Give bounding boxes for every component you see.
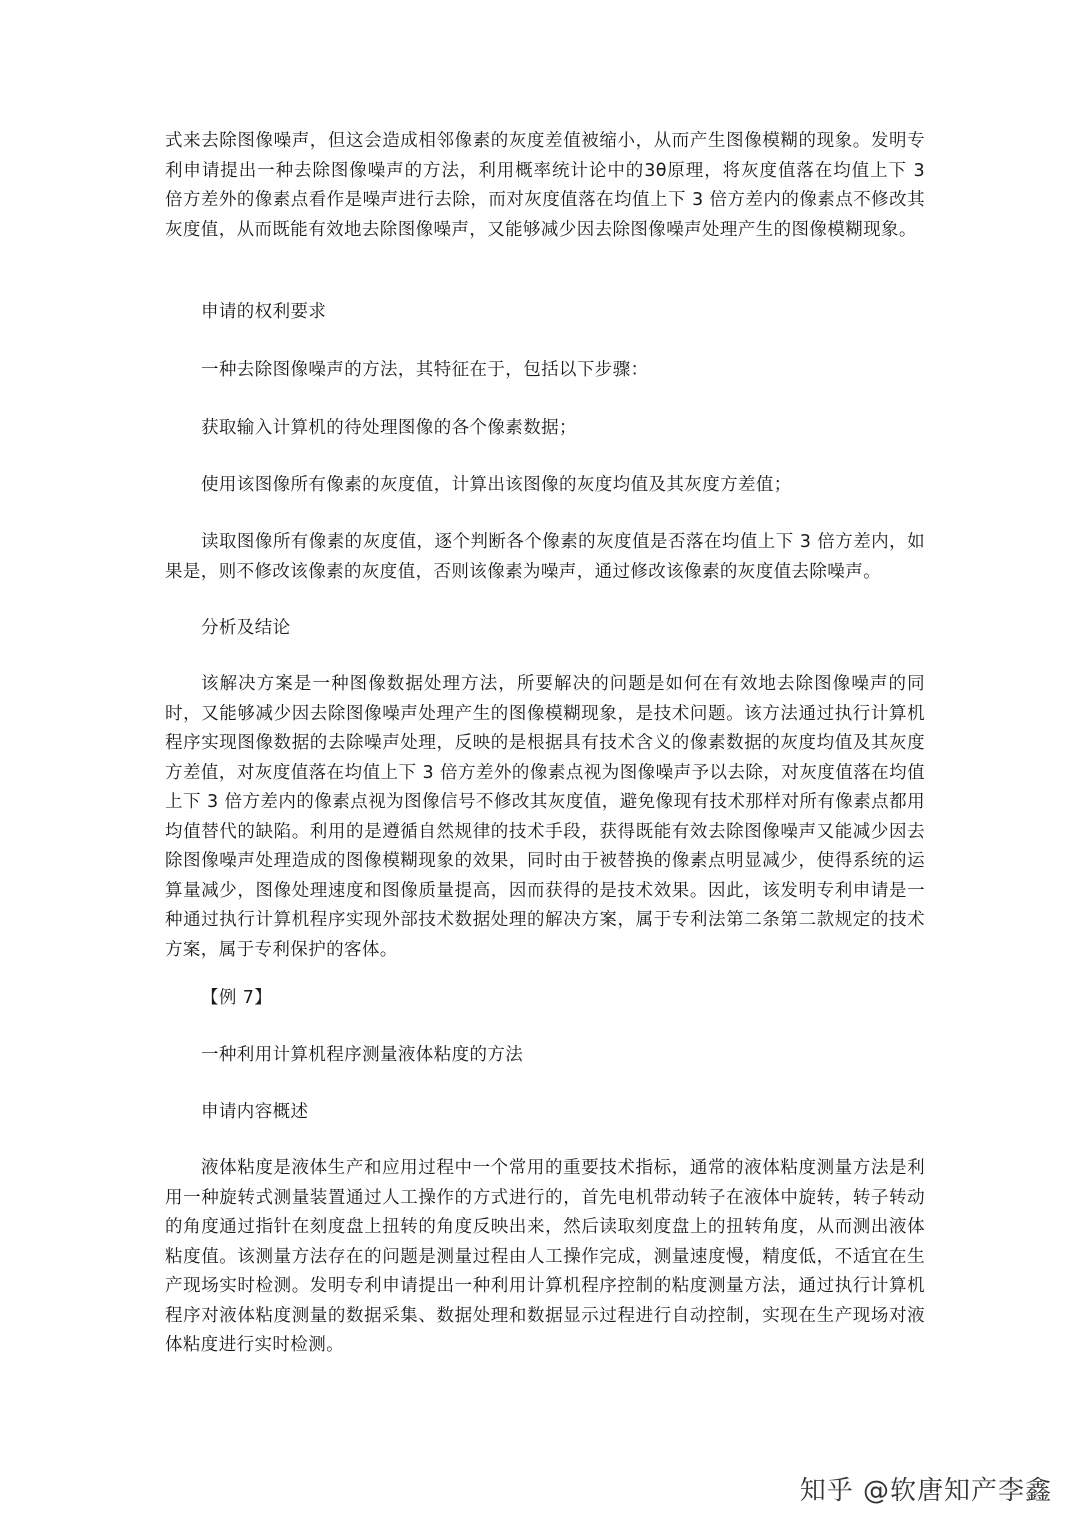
paragraph-analysis: 该解决方案是一种图像数据处理方法，所要解决的问题是如何在有效地去除图像噪声的同时，又能够减少因去除图像噪声处理产生的图像模糊现象，是技术问题。该方法通过执行计算机程序实现图像数据的去除噪声处理，反映的是根据具有技术含义的像素数据的灰度均值及其灰度方差值，对灰度值落在均值上下 3 倍方差外的像素点视为图像噪声予以去除，对灰度值落在均值上下 3 倍方差内的像素点视为图像信号不修改其灰度值，避免像现有技术那样对所有像素点都用均值替代的缺陷。利用的是遵循自然规律的技术手段，获得既能有效去除图像噪声又能减少因去除图像噪声处理造成的图像模糊现象的效果，同时由于被替换的像素点明显减少，使得系统的运算量减少，图像处理速度和图像质量提高，因而获得的是技术效果。因此，该发明专利申请是一种通过执行计算机程序实现外部技术数据处理的解决方案，属于专利法第二条第二款规定的技术方案，属于专利保护的客体。 bbox=[165, 674, 925, 960]
heading-example-7: 【例 7】 bbox=[201, 988, 273, 1008]
footer-attribution: 知乎 @软唐知产李鑫 bbox=[799, 1476, 1052, 1506]
heading-summary: 申请内容概述 bbox=[201, 1102, 309, 1122]
paragraph-intro-continued: 式来去除图像噪声，但这会造成相邻像素的灰度差值被缩小，从而产生图像模糊的现象。发明专利申请提出一种去除图像噪声的方法，利用概率统计论中的3θ原理，将灰度值落在均值上下 3 倍方差外的像素点看作是噪声进行去除，而对灰度值落在均值上下 3 倍方差内的像素点不修改其灰度值，从而既能有效地去除图像噪声，又能够减少因去除图像噪声处理产生的图像模糊现象。 bbox=[165, 131, 925, 240]
heading-example-title: 一种利用计算机程序测量液体粘度的方法 bbox=[201, 1045, 524, 1065]
paragraph-summary: 液体粘度是液体生产和应用过程中一个常用的重要技术指标，通常的液体粘度测量方法是利用一种旋转式测量装置通过人工操作的方式进行的，首先电机带动转子在液体中旋转，转子转动的角度通过指针在刻度盘上扭转的角度反映出来，然后读取刻度盘上的扭转角度，从而测出液体粘度值。该测量方法存在的问题是测量过程由人工操作完成，测量速度慢，精度低，不适宜在生产现场实时检测。发明专利申请提出一种利用计算机程序控制的粘度测量方法，通过执行计算机程序对液体粘度测量的数据采集、数据处理和数据显示过程进行自动控制，实现在生产现场对液体粘度进行实时检测。 bbox=[165, 1158, 925, 1355]
claim-paragraph: 读取图像所有像素的灰度值，逐个判断各个像素的灰度值是否落在均值上下 3 倍方差内，如果是，则不修改该像素的灰度值，否则该像素为噪声，通过修改该像素的灰度值去除噪声。 bbox=[165, 532, 925, 582]
claim-line-3: 使用该图像所有像素的灰度值，计算出该图像的灰度均值及其灰度方差值； bbox=[201, 475, 792, 495]
heading-claims: 申请的权利要求 bbox=[201, 302, 327, 322]
heading-analysis: 分析及结论 bbox=[201, 618, 291, 638]
claim-line-1: 一种去除图像噪声的方法，其特征在于，包括以下步骤： bbox=[201, 360, 649, 380]
claim-line-2: 获取输入计算机的待处理图像的各个像素数据； bbox=[201, 418, 577, 438]
